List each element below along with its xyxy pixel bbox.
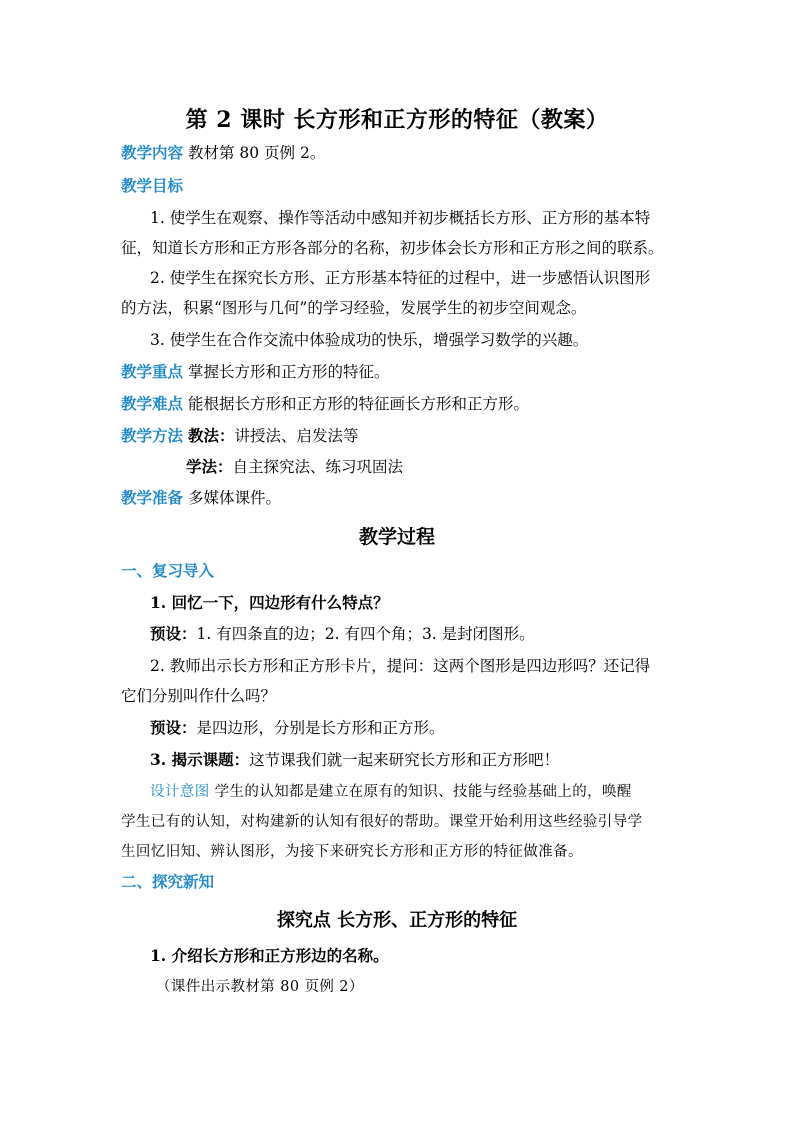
- part-1-heading: 一、复习导入: [121, 561, 215, 580]
- item-1-note: （课件出示教材第 80 页例 2）: [156, 979, 364, 995]
- question-2-preset-label: 预设：: [150, 718, 197, 737]
- goal-2-line-2: 的方法，积累“图形与几何”的学习经验，发展学生的初步空间观念。: [121, 299, 587, 317]
- question-1: 1. 回忆一下，四边形有什么特点？: [150, 593, 389, 612]
- design-intent-label: 设计意图: [150, 784, 210, 800]
- goal-2-line-1: 2. 使学生在探究长方形、正方形基本特征的过程中，进一步感悟认识图形: [150, 269, 651, 287]
- goal-3-line-1: 3. 使学生在合作交流中体验成功的快乐，增强学习数学的兴趣。: [150, 331, 589, 349]
- teaching-content: [121, 143, 681, 163]
- key-point: [121, 362, 681, 382]
- item-1: 1. 介绍长方形和正方形边的名称。: [150, 946, 389, 965]
- question-1-preset-text: 1. 有四条直的边；2. 有四个角；3. 是封闭图形。: [196, 625, 535, 643]
- difficulty-text: 能根据长方形和正方形的特征画长方形和正方形。: [187, 395, 529, 413]
- learning-methods: [186, 457, 746, 477]
- design-intent-text-1: 学生的认知都是建立在原有的知识、技能与经验基础上的，唤醒: [214, 784, 632, 800]
- teaching-goals-label: 教学目标: [121, 176, 184, 195]
- key-point-label: 教学重点: [121, 362, 184, 381]
- question-3: [150, 750, 710, 770]
- teach-method-label: 教法：: [187, 426, 235, 445]
- teaching-prep-label: 教学准备: [121, 488, 184, 507]
- difficulty-label: 教学难点: [121, 394, 184, 413]
- teaching-content-label: 教学内容: [121, 143, 184, 162]
- document-title: 第 2 课时 长方形和正方形的特征（教案）: [185, 107, 609, 133]
- teaching-methods-label: 教学方法: [121, 426, 184, 445]
- goal-1-line-1: 1. 使学生在观察、操作等活动中感知并初步概括长方形、正方形的基本特: [150, 209, 651, 227]
- process-title: 教学过程: [358, 526, 435, 548]
- key-point-text: 掌握长方形和正方形的特征。: [187, 363, 390, 381]
- teaching-prep-text: 多媒体课件。: [187, 489, 281, 507]
- design-intent-line-1: [150, 782, 710, 802]
- teaching-methods: [121, 426, 681, 446]
- question-2-preset: [150, 718, 710, 738]
- question-2-preset-text: 是四边形，分别是长方形和正方形。: [196, 719, 445, 737]
- design-intent-line-3: 生回忆旧知、辨认图形，为接下来研究长方形和正方形的特征做准备。: [121, 844, 583, 860]
- question-2-line-2: 它们分别叫作什么吗？: [121, 687, 277, 705]
- design-intent-line-2: 学生已有的认知，对构建新的认知有很好的帮助。课堂开始利用这些经验引导学: [121, 814, 643, 830]
- learn-method-label: 学法：: [186, 457, 233, 476]
- teaching-prep: [121, 488, 681, 508]
- goal-1-line-2: 征，知道长方形和正方形各部分的名称，初步体会长方形和正方形之间的联系。: [121, 239, 664, 257]
- question-1-preset-label: 预设：: [150, 624, 197, 643]
- question-3-text: 这节课我们就一起来研究长方形和正方形吧！: [249, 751, 560, 769]
- teaching-content-text: 教材第 80 页例 2。: [187, 144, 326, 162]
- question-2-line-1: 2. 教师出示长方形和正方形卡片，提问：这两个图形是四边形吗？还记得: [150, 657, 651, 675]
- teach-method-text: 讲授法、启发法等: [234, 427, 359, 445]
- part-2-heading: 二、探究新知: [121, 872, 215, 891]
- difficulty: [121, 394, 681, 414]
- question-1-preset: [150, 624, 710, 644]
- exploration-subtitle: 探究点 长方形、正方形的特征: [276, 910, 518, 931]
- question-3-label: 3. 揭示课题：: [150, 750, 250, 769]
- learn-method-text: 自主探究法、练习巩固法: [232, 458, 404, 476]
